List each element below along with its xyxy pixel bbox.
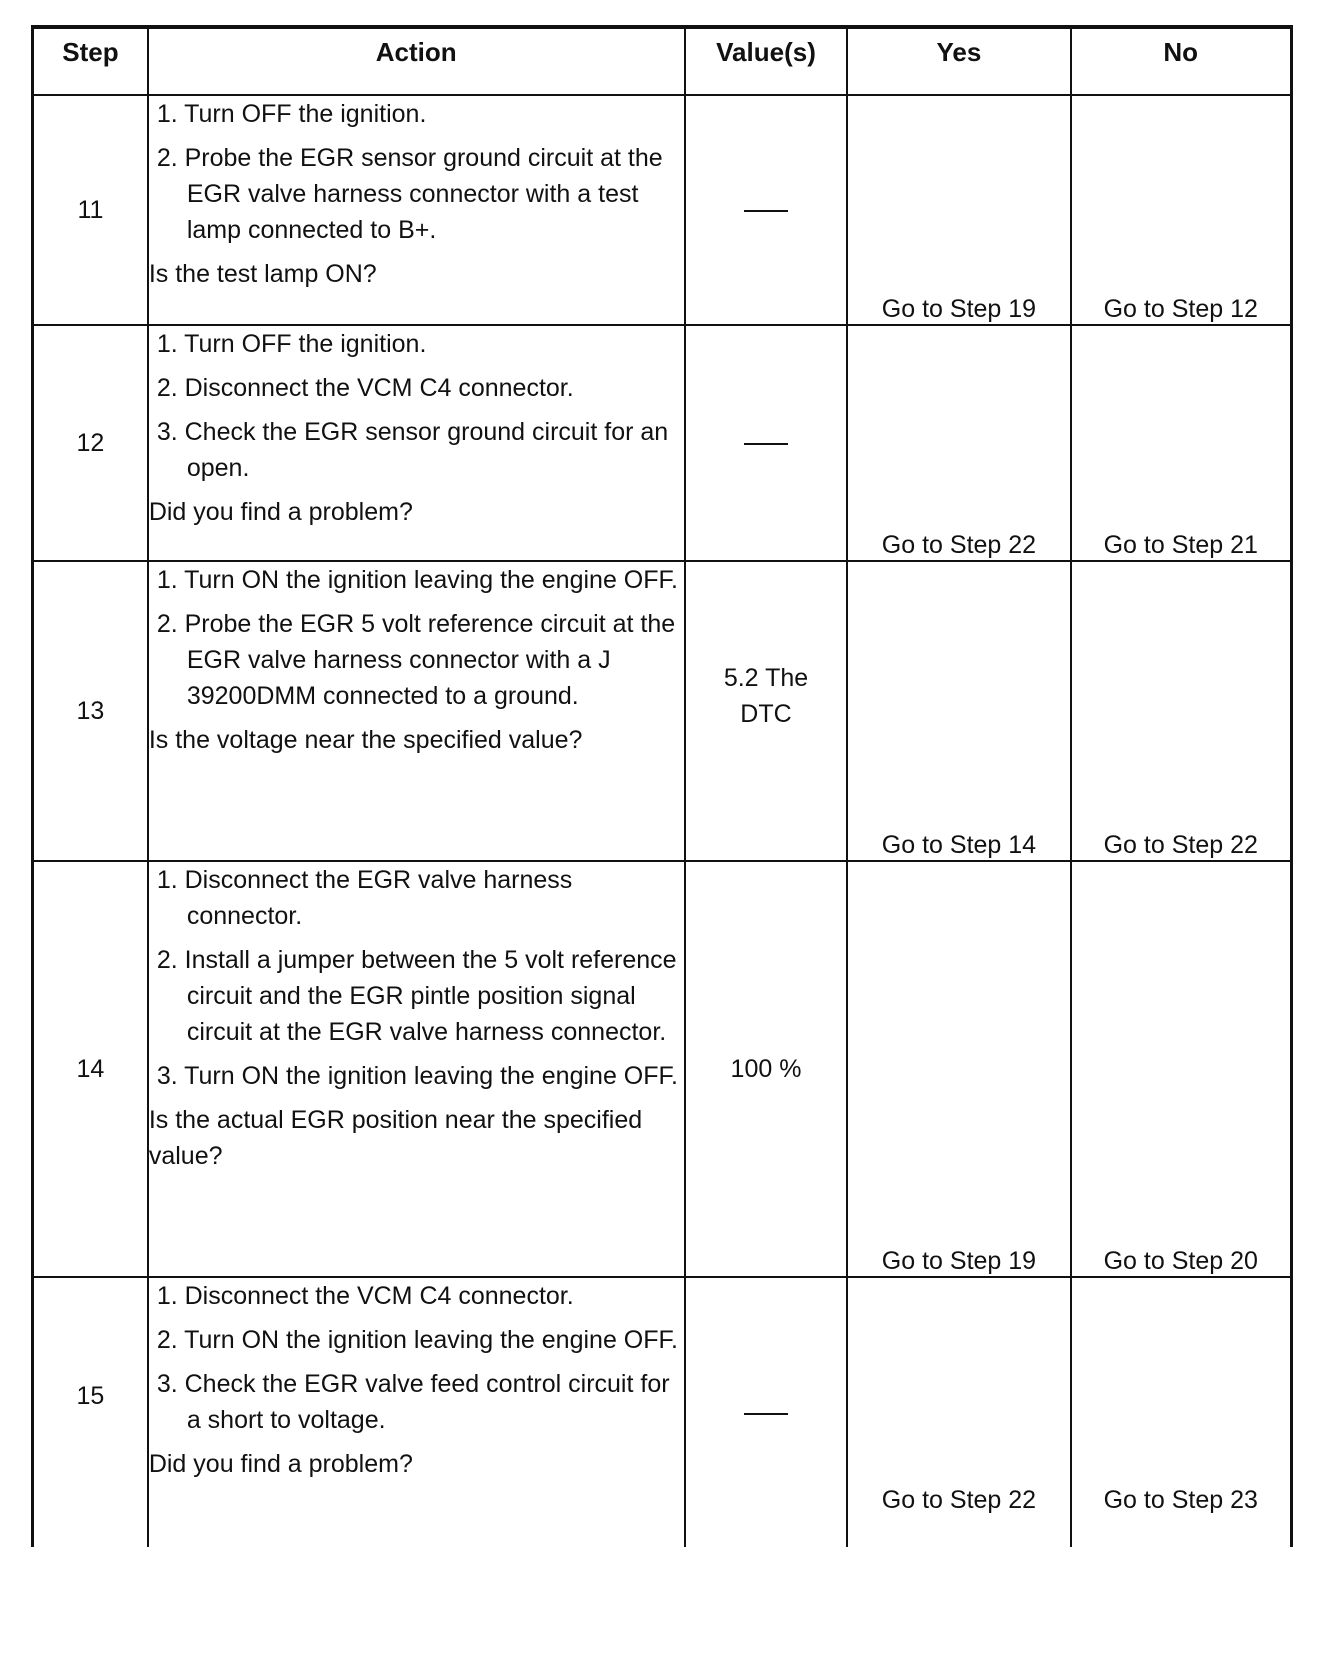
yes-cell: Go to Step 19 bbox=[847, 95, 1070, 325]
step-number: 14 bbox=[33, 861, 148, 1277]
action-item: 2. Probe the EGR sensor ground circuit at the EGR valve harness connector with a test lamp connected to B+. bbox=[156, 144, 663, 244]
value-cell bbox=[685, 1277, 848, 1547]
action-item: 1. Turn OFF the ignition. bbox=[156, 330, 427, 358]
diagnostic-steps-table bbox=[31, 25, 1293, 1547]
value-cell bbox=[685, 861, 848, 1277]
yes-cell: Go to Step 14 bbox=[847, 561, 1070, 861]
action-cell bbox=[148, 1277, 685, 1547]
step-number: 12 bbox=[33, 325, 148, 561]
yes-cell: Go to Step 22 bbox=[847, 325, 1070, 561]
action-question: Did you find a problem? bbox=[148, 498, 413, 526]
action-cell bbox=[148, 95, 685, 325]
value-cell bbox=[685, 95, 848, 325]
header-yes: Yes bbox=[847, 27, 1070, 95]
action-item: 3. Check the EGR valve feed control circuit for a short to voltage. bbox=[156, 1370, 670, 1434]
table-row bbox=[33, 561, 1292, 861]
yes-cell: Go to Step 19 bbox=[847, 861, 1070, 1277]
action-cell bbox=[148, 325, 685, 561]
action-question: Did you find a problem? bbox=[148, 1450, 413, 1478]
action-question: Is the actual EGR position near the specified value? bbox=[148, 1106, 643, 1170]
action-cell bbox=[148, 561, 685, 861]
action-item: 3. Turn ON the ignition leaving the engine OFF. bbox=[156, 1062, 678, 1090]
header-values: Value(s) bbox=[685, 27, 848, 95]
value-dash bbox=[744, 1413, 788, 1415]
action-item: 2. Turn ON the ignition leaving the engine OFF. bbox=[156, 1326, 678, 1354]
yes-cell: Go to Step 22 bbox=[847, 1277, 1070, 1547]
action-item: 3. Check the EGR sensor ground circuit for an open. bbox=[156, 418, 669, 482]
header-step: Step bbox=[33, 27, 148, 95]
action-question: Is the voltage near the specified value? bbox=[148, 726, 583, 754]
step-number: 11 bbox=[33, 95, 148, 325]
table-row bbox=[33, 325, 1292, 561]
action-item: 1. Turn ON the ignition leaving the engine OFF. bbox=[156, 566, 678, 594]
action-question: Is the test lamp ON? bbox=[148, 260, 377, 288]
value-cell bbox=[685, 561, 848, 861]
action-item: 2. Disconnect the VCM C4 connector. bbox=[156, 374, 574, 402]
action-item: 2. Install a jumper between the 5 volt reference circuit and the EGR pintle position signal circuit at the EGR valve harness connector. bbox=[156, 946, 677, 1046]
step-number: 13 bbox=[33, 561, 148, 861]
action-item: 1. Turn OFF the ignition. bbox=[156, 100, 427, 128]
header-no: No bbox=[1071, 27, 1292, 95]
value-text: 100 % bbox=[730, 1055, 802, 1083]
table-row bbox=[33, 861, 1292, 1277]
value-text: 5.2 The DTC bbox=[723, 664, 809, 728]
no-cell: Go to Step 22 bbox=[1071, 561, 1292, 861]
no-cell: Go to Step 23 bbox=[1071, 1277, 1292, 1547]
no-cell: Go to Step 12 bbox=[1071, 95, 1292, 325]
no-cell: Go to Step 21 bbox=[1071, 325, 1292, 561]
table-row bbox=[33, 95, 1292, 325]
action-item: 1. Disconnect the VCM C4 connector. bbox=[156, 1282, 574, 1310]
value-dash bbox=[744, 210, 788, 212]
value-dash bbox=[744, 443, 788, 445]
action-cell bbox=[148, 861, 685, 1277]
step-number: 15 bbox=[33, 1277, 148, 1547]
action-item: 1. Disconnect the EGR valve harness connector. bbox=[156, 866, 573, 930]
no-cell: Go to Step 20 bbox=[1071, 861, 1292, 1277]
header-action: Action bbox=[148, 27, 685, 95]
table-header-row bbox=[33, 27, 1292, 95]
value-cell bbox=[685, 325, 848, 561]
table-row bbox=[33, 1277, 1292, 1547]
action-item: 2. Probe the EGR 5 volt reference circuit at the EGR valve harness connector with a J 39200DMM connected to a ground. bbox=[156, 610, 676, 710]
diagnostic-table-sheet bbox=[31, 25, 1293, 1547]
